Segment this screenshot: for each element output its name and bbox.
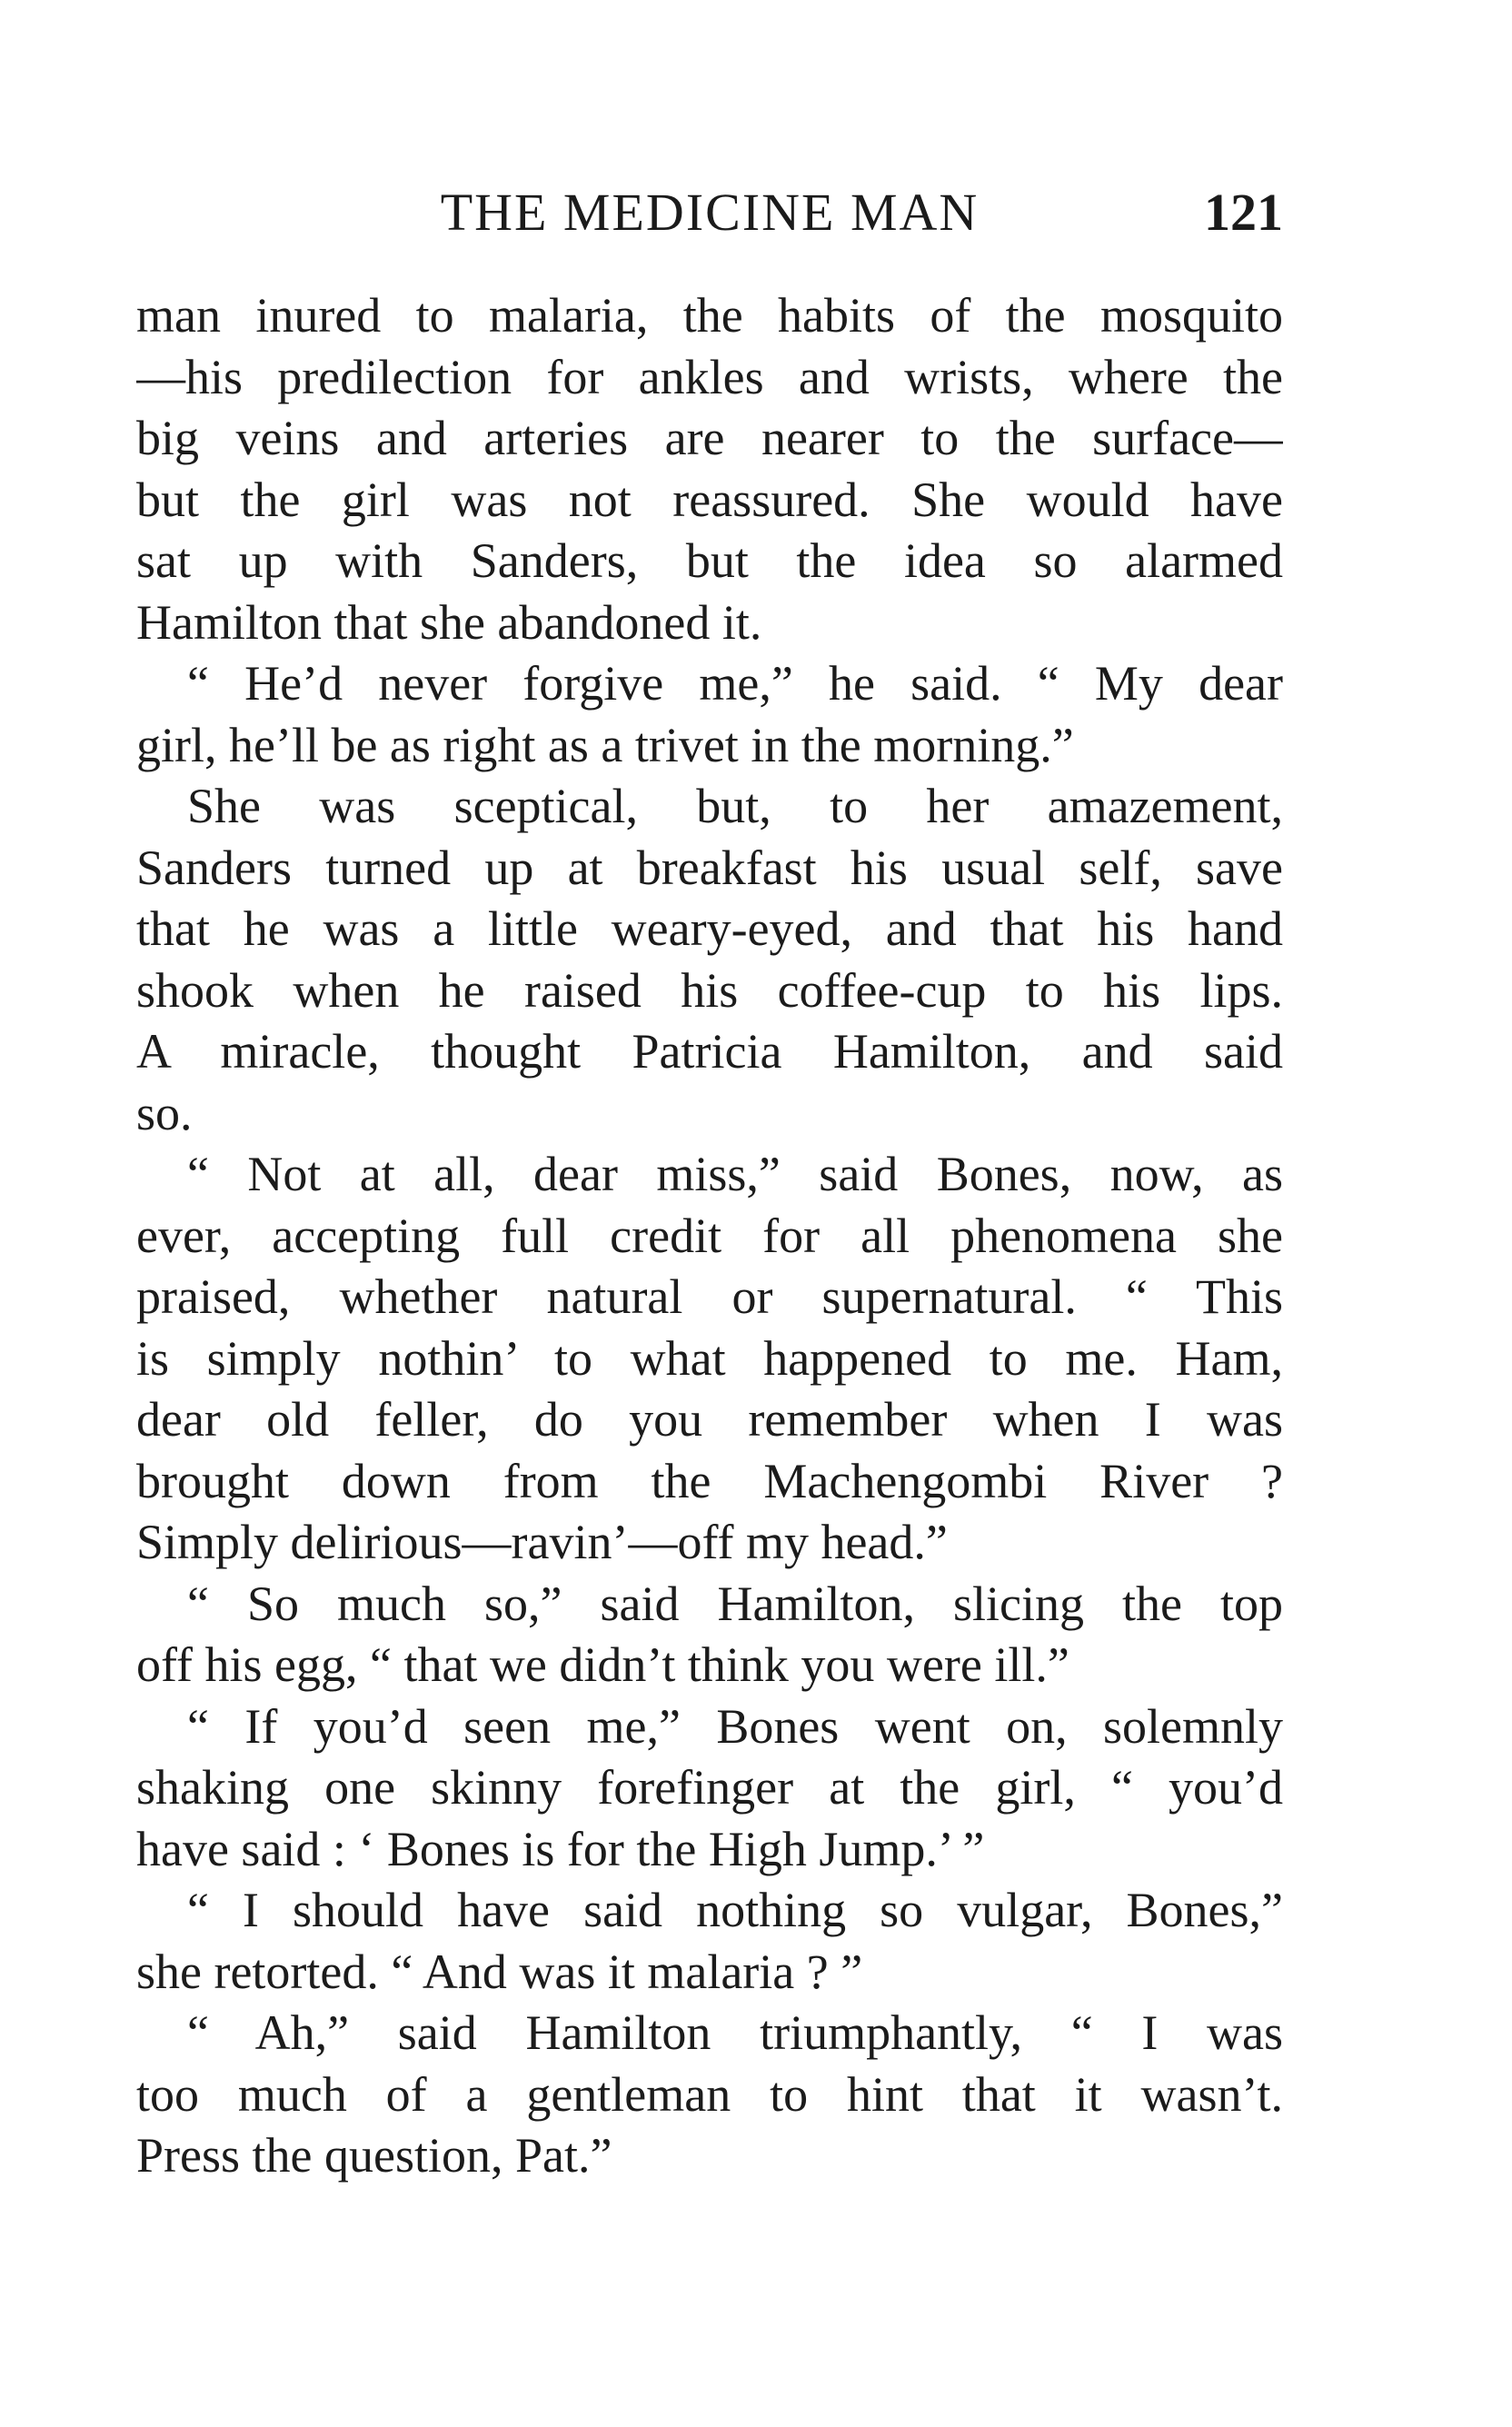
text-line: “ He’d never forgive me,” he said. “ My dear	[187, 656, 1283, 711]
text-line: girl, he’ll be as right as a trivet in the morning.”	[136, 717, 1074, 772]
text-line: dear old feller, do you remember when I was	[136, 1392, 1283, 1447]
text-line: man inured to malaria, the habits of the mosquito	[136, 288, 1283, 343]
text-line: have said : ‘ Bones is for the High Jump.’ ”	[136, 1821, 985, 1876]
text-line: that he was a little weary-eyed, and that his hand	[136, 901, 1283, 956]
text-line: Press the question, Pat.”	[136, 2128, 612, 2183]
text-line: shaking one skinny forefinger at the girl, “ you’d	[136, 1760, 1283, 1815]
text-line: —his predilection for ankles and wrists, where the	[136, 349, 1283, 404]
text-line: brought down from the Machengombi River ?	[136, 1453, 1283, 1508]
text-line: Simply delirious—ravin’—off my head.”	[136, 1515, 948, 1569]
text-line: praised, whether natural or supernatural. “ This	[136, 1269, 1283, 1324]
text-line: She was sceptical, but, to her amazement,	[187, 779, 1283, 833]
text-line: “ Not at all, dear miss,” said Bones, now, as	[187, 1147, 1283, 1201]
text-line: sat up with Sanders, but the idea so alarmed	[136, 533, 1283, 588]
text-line: too much of a gentleman to hint that it wasn’t.	[136, 2066, 1283, 2122]
text-line: Hamilton that she abandoned it.	[136, 594, 762, 650]
text-line: “ Ah,” said Hamilton triumphantly, “ I was	[187, 2005, 1283, 2060]
text-line: ever, accepting full credit for all phenomena she	[136, 1208, 1283, 1263]
text-line: Sanders turned up at breakfast his usual self, save	[136, 840, 1283, 895]
page-number: 121	[1204, 183, 1283, 242]
text-line: “ If you’d seen me,” Bones went on, solemnly	[187, 1698, 1283, 1754]
text-line: off his egg, “ that we didn’t think you were ill.”	[136, 1637, 1069, 1692]
text-line: so.	[136, 1085, 193, 1140]
text-line: but the girl was not reassured. She would have	[136, 472, 1283, 527]
running-head	[136, 178, 1283, 247]
text-line: is simply nothin’ to what happened to me. Ham,	[136, 1330, 1283, 1386]
text-line: big veins and arteries are nearer to the surface—	[136, 411, 1283, 465]
running-title: THE MEDICINE MAN	[440, 183, 980, 242]
text-line: “ So much so,” said Hamilton, slicing the top	[187, 1576, 1283, 1631]
text-line: “ I should have said nothing so vulgar, Bones,”	[187, 1883, 1283, 1937]
text-line: she retorted. “ And was it malaria ? ”	[136, 1944, 863, 1999]
body-text	[136, 285, 1283, 2187]
text-line: shook when he raised his coffee-cup to his lips.	[136, 962, 1283, 1018]
text-line: A miracle, thought Patricia Hamilton, and said	[136, 1024, 1283, 1079]
